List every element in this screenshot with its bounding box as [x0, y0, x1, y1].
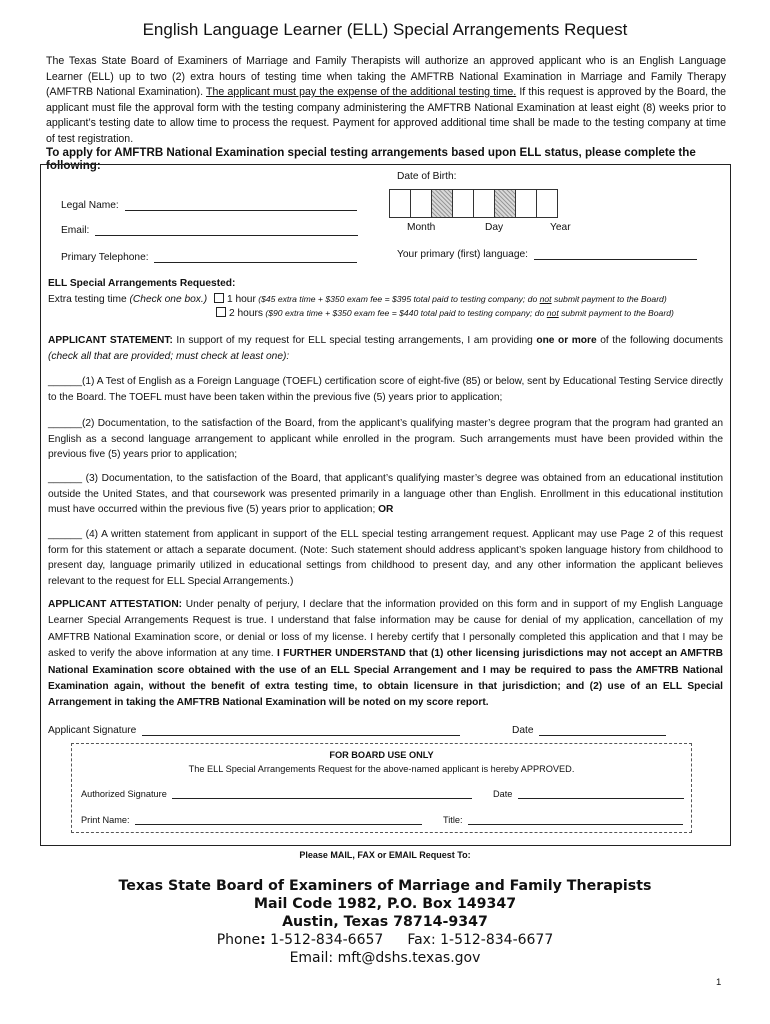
two-hours-label: 2 hours	[229, 308, 263, 319]
two-hours-row	[216, 307, 674, 319]
applicant-attestation	[48, 597, 723, 712]
board-name: Texas State Board of Examiners of Marriage and Family Therapists	[118, 878, 652, 894]
dob-separator	[494, 189, 516, 218]
one-hour-detail-a: ($45 extra time + $350 exam fee = $395 total paid to testing company; do	[255, 294, 540, 304]
authorized-signature-label: Authorized Signature	[81, 789, 167, 799]
applicant-statement	[48, 333, 723, 364]
language-field[interactable]	[534, 259, 697, 260]
telephone-label: Primary Telephone:	[61, 252, 149, 263]
intro-text-2: If this request is approved by the Board, the applicant must file the approval form with the testing company administering the AMFTRB National Examination at least eight (8) weeks prior to applicant’s testing date to allow time to process the request. Payment for approved additional time shall be made to the testing company at time of test registration.	[46, 86, 726, 145]
board-use-heading: FOR BOARD USE ONLY	[329, 750, 434, 760]
applicant-date-field[interactable]	[539, 735, 666, 736]
language-row	[397, 249, 697, 260]
board-city: Austin, Texas 78714-9347	[282, 914, 488, 930]
board-title-row	[443, 815, 683, 825]
dob-label: Date of Birth:	[397, 171, 457, 182]
check-one-note: (Check one box.)	[129, 294, 208, 305]
dob-month-digit-2[interactable]	[410, 189, 432, 218]
statement-item-2[interactable]: ______(2) Documentation, to the satisfaction of the Board, from the applicant’s qualifying master’s degree program that the program had granted an English as a second language arrangement to applicant while enrolled in the program. Such arrangements must have been provided within the previous five (5) years prior to application;	[48, 418, 723, 460]
two-hours-checkbox[interactable]	[216, 307, 226, 317]
telephone-row	[61, 252, 357, 263]
dob-year-label: Year	[550, 222, 571, 233]
board-date-label: Date	[493, 789, 513, 799]
one-hour-not: not	[539, 294, 552, 304]
dob-year-digit-2[interactable]	[536, 189, 558, 218]
intro-underlined: The applicant must pay the expense of the additional testing time.	[206, 86, 517, 98]
attestation-bold-text: I FURTHER UNDERSTAND that (1) other licensing jurisdictions may not accept an AMFTRB National Examination score obtained with the use of an ELL Special Arrangement and I may be required to pass the AMFTRB National Examination again, without the benefit of extra testing time, to obtain licensure in that jurisdiction; and (2) use of an ELL Special Arrangement in taking the AMFTRB National Examination will be noted on my score report.	[48, 648, 724, 709]
email-row	[61, 225, 358, 236]
applicant-signature-row	[48, 725, 460, 736]
dob-day-digit-2[interactable]	[473, 189, 495, 218]
email-label: Email:	[61, 225, 90, 236]
two-hours-detail-a: ($90 extra time + $350 exam fee = $440 total paid to testing company; do	[262, 308, 547, 318]
apply-heading: To apply for AMFTRB National Examination special testing arrangements based upon ELL status, please complete the following:	[46, 146, 696, 172]
authorized-signature-field[interactable]	[172, 798, 472, 799]
statement-item-3-text: ______ (3) Documentation, to the satisfaction of the Board, that applicant’s qualifying master’s degree was obtained from an educational institution outside the United States, and that coursework was presented primarily in a language other than English. Enrollment in this educational institution must have occurred within the previous five (5) years prior to application;	[48, 473, 723, 515]
board-approved-text: The ELL Special Arrangements Request for the above-named applicant is hereby APPROVED.	[188, 764, 575, 774]
two-hours-not: not	[546, 308, 559, 318]
one-hour-label: 1 hour	[226, 294, 256, 305]
board-mail-code: Mail Code 1982, P.O. Box 149347	[253, 896, 517, 912]
attestation-text: Under penalty of perjury, I declare that the information provided on this form and in support of my English Language Learner Special Arrangements Request is true. I understand that false information may be cause for denial of my application, cancellation of my AMFTRB National Examination score, or denial or loss of my license. I hereby certify that I personally completed this application and that I may be asked to verify the above information at any time.	[48, 599, 723, 660]
dob-separator	[431, 189, 453, 218]
board-title-label: Title:	[443, 815, 463, 825]
extra-time-row	[48, 293, 667, 305]
print-name-row	[81, 815, 422, 825]
statement-item-3-or: OR	[378, 504, 394, 515]
one-hour-detail	[256, 294, 667, 304]
two-hours-detail	[263, 308, 674, 318]
fax-number: Fax: 1-512-834-6677	[407, 932, 554, 948]
phone-number: 1-512-834-6657	[265, 932, 384, 948]
dob-day-digit-1[interactable]	[452, 189, 474, 218]
dob-input-boxes[interactable]	[390, 189, 558, 218]
application-form-box	[40, 164, 731, 846]
print-name-label: Print Name:	[81, 815, 130, 825]
statement-one-or-more: one or more	[536, 335, 597, 346]
board-use-box	[71, 743, 692, 833]
one-hour-checkbox[interactable]	[214, 293, 224, 303]
extra-time-label: Extra testing time	[48, 294, 130, 305]
telephone-field[interactable]	[154, 262, 357, 263]
applicant-date-row	[512, 725, 666, 736]
page-number: 1	[716, 977, 722, 988]
board-date-field[interactable]	[518, 798, 684, 799]
dob-month-label: Month	[407, 222, 436, 233]
mail-instruction: Please MAIL, FAX or EMAIL Request To:	[299, 850, 471, 860]
board-phone-fax	[0, 931, 770, 949]
print-name-field[interactable]	[135, 824, 422, 825]
legal-name-field[interactable]	[125, 210, 357, 211]
statement-item-3[interactable]	[48, 471, 723, 518]
dob-year-digit-1[interactable]	[515, 189, 537, 218]
dob-month-digit-1[interactable]	[389, 189, 411, 218]
arrangements-heading: ELL Special Arrangements Requested:	[48, 278, 236, 289]
form-title: English Language Learner (ELL) Special Arrangements Request	[142, 20, 628, 39]
statement-heading: APPLICANT STATEMENT:	[48, 335, 173, 346]
phone-label: Phone	[216, 932, 261, 948]
email-field[interactable]	[95, 235, 358, 236]
statement-text-a: In support of my request for ELL special testing arrangements, I am providing	[172, 335, 537, 346]
statement-item-1[interactable]: ______(1) A Test of English as a Foreign Language (TOEFL) certification score of eight-five (85) or below, sent by Educational Testing Service directly to the Board. The TOEFL must have been taken within the previous five (5) years prior to application;	[48, 376, 723, 403]
authorized-signature-row	[81, 789, 472, 799]
statement-check-all: (check all that are provided; must check at least one):	[48, 350, 290, 362]
one-hour-detail-b: submit payment to the Board)	[551, 294, 667, 304]
board-email[interactable]: Email: mft@dshs.texas.gov	[289, 950, 481, 966]
applicant-signature-label: Applicant Signature	[48, 725, 137, 736]
intro-paragraph	[46, 54, 726, 147]
attestation-heading: APPLICANT ATTESTATION:	[48, 599, 183, 610]
applicant-signature-field[interactable]	[142, 735, 460, 736]
statement-text-b: of the following documents	[596, 335, 723, 346]
board-title-field[interactable]	[468, 824, 683, 825]
phone-colon: :	[260, 932, 266, 948]
dob-day-label: Day	[485, 222, 504, 233]
two-hours-detail-b: submit payment to the Board)	[558, 308, 674, 318]
board-date-row	[493, 789, 684, 799]
applicant-date-label: Date	[512, 725, 534, 736]
legal-name-row	[61, 200, 357, 211]
intro-text-1: The Texas State Board of Examiners of Marriage and Family Therapists will authorize an approved applicant who is an English Language Learner (ELL) up to two (2) extra hours of testing time when taking the AMFTRB National Examination in Marriage and Family Therapy (AMFTRB National Examination).	[46, 55, 726, 98]
legal-name-label: Legal Name:	[61, 200, 119, 211]
language-label: Your primary (first) language:	[397, 249, 528, 260]
statement-item-4[interactable]: ______ (4) A written statement from applicant in support of the ELL special testing arrangement request. Applicant may use Page 2 of this request form for this statement or attach a separate document. (Note: Such statement should address applicant’s spoken language history from childhood to present day, language primarily utilized in educational settings from childhood to present day, and any other information the applicant believes relevant to the request for ELL Special Arrangements.)	[48, 529, 723, 587]
